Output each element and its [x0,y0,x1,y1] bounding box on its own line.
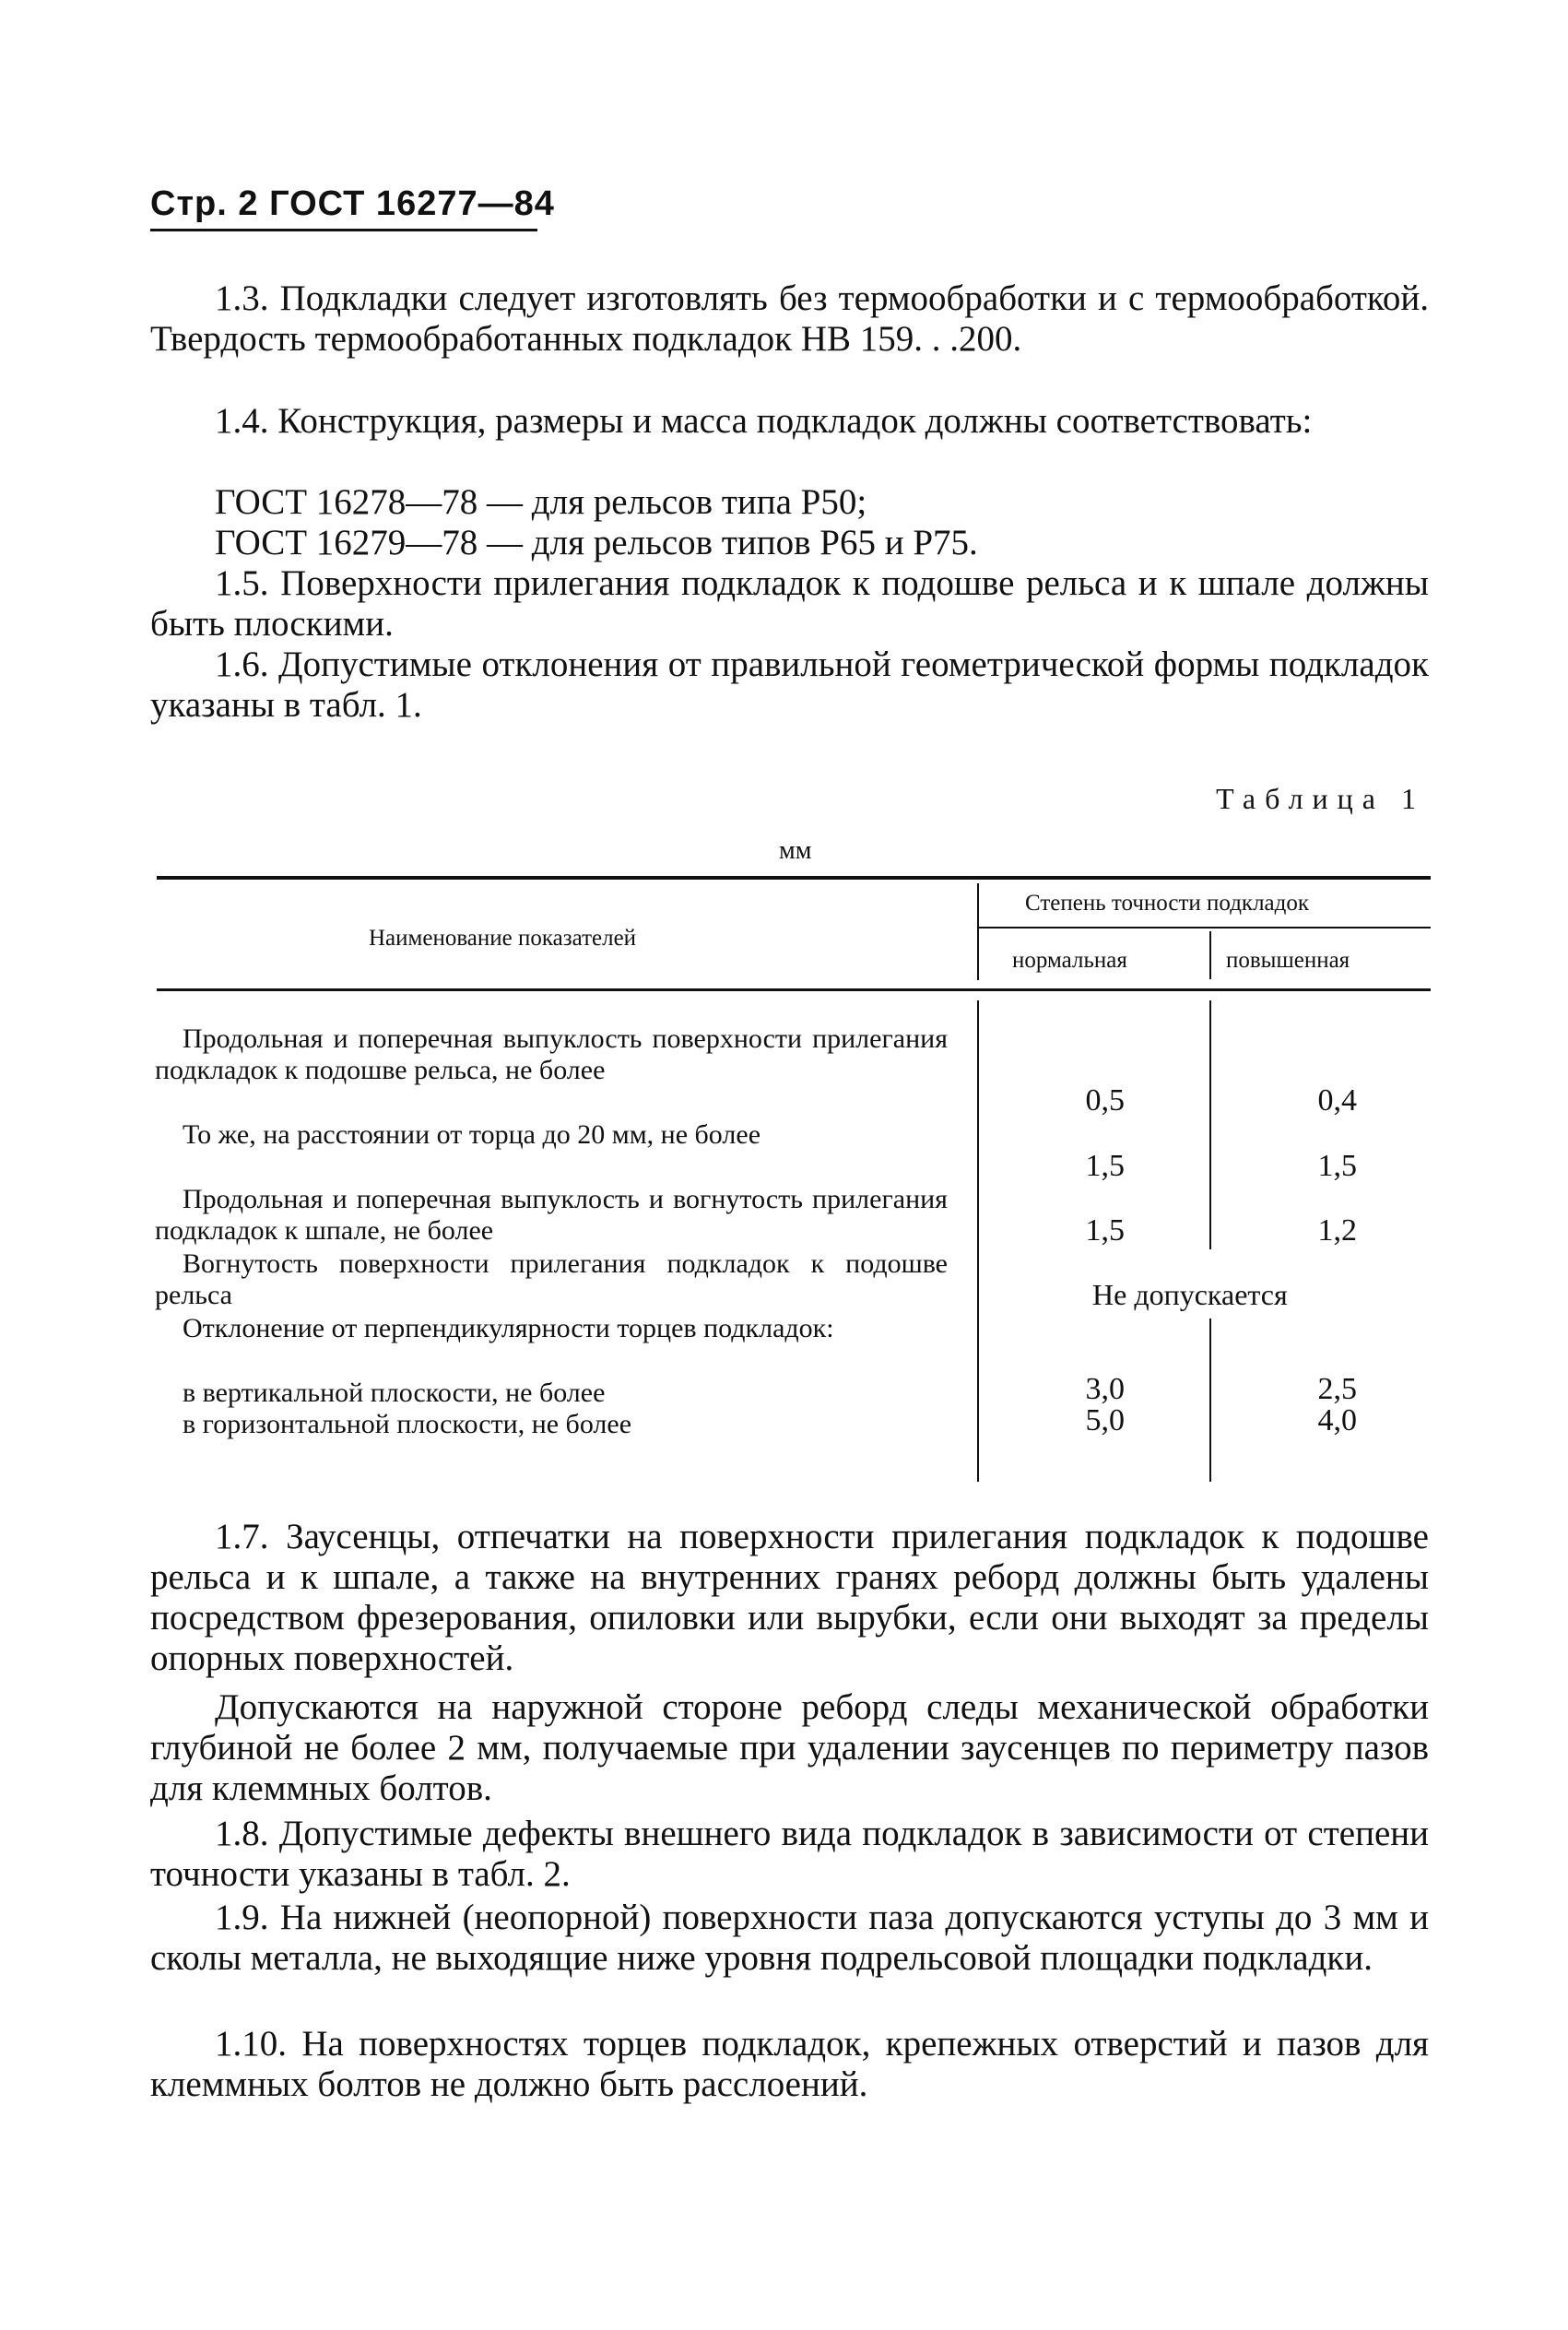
table-units: мм [779,836,812,865]
table-cell-normal: 1,5 [1085,1149,1125,1183]
table-row-label: Продольная и поперечная выпуклость поверхности прилегания подкладок к подошве рельса, не более [155,1023,948,1085]
table-body-divider-mid-lower [1209,1319,1211,1482]
table-row-label: в вертикальной плоскости, не более [183,1378,606,1408]
table-row-label: в горизонтальной плоскости, не более [183,1409,632,1439]
column-header-normal: нормальная [1012,948,1127,973]
paragraph-1-4-item-b: ГОСТ 16279—78 — для рельсов типов Р65 и Р75. [215,523,978,562]
paragraph-1-7: 1.7. Заусенцы, отпечатки на поверхности прилегания подкладок к подошве рельса и к шпале, а также на внутренних гранях реборд должны быть удалены посредством фрезерования, опиловки или вырубки, если они выходят за пределы опорных поверхностей. [150,1517,1429,1678]
table-subheader-divider [1209,931,1211,979]
table-cell-high: 1,2 [1317,1213,1357,1248]
table-cell-high: 0,4 [1317,1083,1357,1118]
paragraph-1-3: 1.3. Подкладки следует изготовлять без термообработки и с термообработкой. Твердость термообработанных подкладок НВ 159. . .200. [150,278,1429,359]
table-row-label: То же, на расстоянии от торца до 20 мм, не более [183,1119,761,1150]
table-cell-high: 4,0 [1317,1403,1357,1437]
table-group-rule [977,927,1431,928]
table-cell-merged: Не допускается [1092,1278,1288,1311]
paragraph-1-4: 1.4. Конструкция, размеры и масса подкладок должны соответствовать: [215,401,1313,441]
table-body-divider-left [977,1000,979,1482]
table-cell-normal: 1,5 [1085,1213,1125,1248]
table-header-rule [157,988,1431,991]
table-title: Таблица 1 [1216,782,1425,815]
table-cell-normal: 0,5 [1085,1083,1125,1118]
column-group-header: Степень точности подкладок [1025,891,1310,916]
column-header-name: Наименование показателей [369,926,637,951]
paragraph-1-5: 1.5. Поверхности прилегания подкладок к подошве рельса и к шпале должны быть плоскими. [150,563,1429,644]
paragraph-1-8: 1.8. Допустимые дефекты внешнего вида подкладок в зависимости от степени точности указаны в табл. 2. [150,1814,1429,1894]
paragraph-1-9: 1.9. На нижней (неопорной) поверхности паза допускаются уступы до 3 мм и сколы металла, не выходящие ниже уровня подрельсовой площадки подкладки. [150,1898,1429,1978]
paragraph-1-4-item-a: ГОСТ 16278—78 — для рельсов типа Р50; [215,482,867,522]
table-row-label: Отклонение от перпендикулярности торцев подкладок: [183,1313,834,1343]
paragraph-1-6: 1.6. Допустимые отклонения от правильной геометрической формы подкладок указаны в табл. 1. [150,645,1429,725]
table-cell-normal: 5,0 [1085,1403,1125,1437]
table-row-label: Продольная и поперечная выпуклость и вогнутость прилегания подкладок к шпале, не более [155,1184,948,1246]
table-row-label: Вогнутость поверхности прилегания подкладок к подошве рельса [155,1248,948,1310]
paragraph-1-10: 1.10. На поверхностях торцев подкладок, крепежных отверстий и пазов для клеммных болтов не должно быть расслоений. [150,2024,1429,2104]
table-body-divider-mid-upper [1209,1000,1211,1249]
page-header: Стр. 2 ГОСТ 16277—84 [150,184,555,223]
table-top-rule [157,876,1431,880]
table-cell-high: 1,5 [1317,1149,1357,1183]
table-header-divider [977,883,979,980]
header-underline [150,229,537,231]
table-cell-high: 2,5 [1317,1372,1357,1406]
column-header-high: повышенная [1226,948,1350,973]
table-cell-normal: 3,0 [1085,1372,1125,1406]
paragraph-1-7-continued: Допускаются на наружной стороне реборд следы механической обработки глубиной не более 2 мм, получаемые при удалении заусенцев по периметру пазов для клеммных болтов. [150,1687,1429,1808]
